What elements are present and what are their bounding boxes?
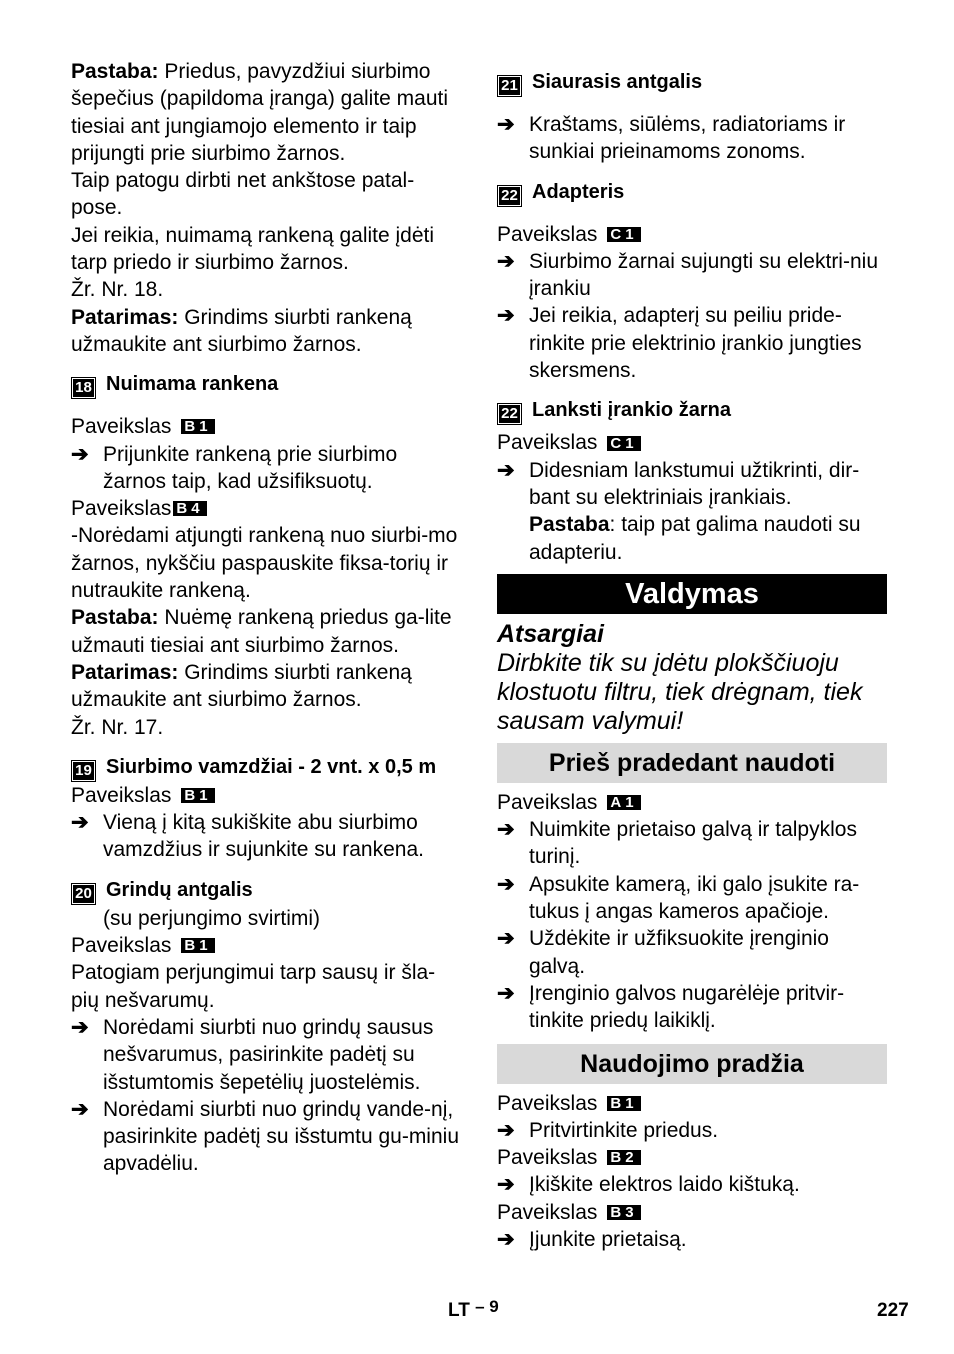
figure-badge: B1 bbox=[607, 1096, 640, 1111]
intro-ref: Žr. Nr. 18. bbox=[71, 278, 164, 302]
figure-reference: Paveikslas B2 bbox=[497, 1144, 887, 1171]
figure-badge: B1 bbox=[181, 788, 214, 803]
note-text: Pastaba: taip pat galima naudoti su adapteriu. bbox=[529, 513, 861, 564]
figure-badge: C1 bbox=[607, 436, 640, 451]
section-number-badge: 22 bbox=[497, 185, 522, 207]
figure-reference: Paveikslas B3 bbox=[497, 1199, 887, 1226]
section-title: Lanksti įrankio žarna bbox=[532, 399, 731, 422]
section-21-heading bbox=[497, 69, 887, 97]
instruction-step: ➔ Įkiškite elektros laido kištuką. bbox=[497, 1171, 887, 1198]
caution-block bbox=[497, 620, 887, 736]
figure-reference: Paveikslas B1 bbox=[71, 413, 459, 440]
figure-badge: B2 bbox=[607, 1150, 640, 1165]
instruction-step: ➔ Įjunkite prietaisą. bbox=[497, 1226, 887, 1253]
figure-reference: Paveikslas B4 bbox=[71, 495, 459, 522]
section-22-heading bbox=[497, 179, 887, 207]
instruction-step: ➔ Įrenginio galvos nugarėlėje pritvir-tinkite priedų laikiklį. bbox=[497, 980, 887, 1035]
section-title: Siurbimo vamzdžiai - 2 vnt. x 0,5 m bbox=[106, 755, 437, 778]
instruction-step: ➔ Prijunkite rankeną prie siurbimo žarnos taip, kad užsifiksuotų. bbox=[71, 441, 459, 496]
arrow-icon: ➔ bbox=[497, 1228, 515, 1252]
cross-reference: Žr. Nr. 17. bbox=[71, 715, 164, 739]
figure-badge: C1 bbox=[607, 227, 640, 242]
figure-badge: A1 bbox=[607, 795, 640, 810]
arrow-icon: ➔ bbox=[497, 927, 515, 951]
arrow-icon: ➔ bbox=[497, 304, 515, 328]
instruction-step: ➔ Siurbimo žarnai sujungti su elektri-niu įrankiu bbox=[497, 248, 887, 303]
arrow-icon: ➔ bbox=[497, 981, 515, 1005]
arrow-icon: ➔ bbox=[71, 1015, 89, 1039]
instruction-step: ➔ Didesniam lankstumui užtikrinti, dir-bant su elektriniais įrankiais. bbox=[497, 457, 887, 512]
intro-text: Jei reikia, nuimamą rankeną galite įdėti tarp priedo ir siurbimo žarnos. bbox=[71, 223, 435, 275]
intro-note: Pastaba: Priedus, pavyzdžiui siurbimo šepečius (papildoma įranga) galite mauti tiesiai ant jungiamojo elemento ir taip prijungti prie siurbimo žarnos. bbox=[71, 60, 449, 165]
subchapter-heading: Naudojimo pradžia bbox=[497, 1044, 887, 1084]
caution-text: Dirbkite tik su įdėtu plokščiuoju klostuotu filtru, tiek drėgnam, tiek sausam valymui! bbox=[497, 648, 863, 735]
section-subtitle: (su perjungimo svirtimi) bbox=[103, 906, 321, 930]
intro-text: Taip patogu dirbti net ankštose patal-pose. bbox=[71, 169, 415, 220]
figure-reference: Paveikslas B1 bbox=[71, 782, 459, 809]
arrow-icon: ➔ bbox=[497, 1118, 515, 1142]
note-text: Pastaba: Nuėmę rankeną priedus ga-lite užmauti tiesiai ant siurbimo žarnos. bbox=[71, 606, 452, 657]
instruction-step: ➔ Uždėkite ir užfiksuokite įrenginio galvą. bbox=[497, 925, 887, 980]
figure-reference: Paveikslas C1 bbox=[497, 221, 887, 248]
tip-text: Patarimas: Grindims siurbti rankeną užmaukite ant siurbimo žarnos. bbox=[71, 660, 412, 712]
right-column bbox=[497, 58, 887, 1253]
arrow-icon: ➔ bbox=[71, 1097, 89, 1121]
intro-tip: Patarimas: Grindims siurbti rankeną užmaukite ant siurbimo žarnos. bbox=[71, 305, 412, 356]
section-number-badge: 18 bbox=[71, 377, 96, 399]
section-number-badge: 19 bbox=[71, 760, 96, 782]
footer-language: LT – 9 bbox=[448, 1297, 499, 1321]
section-19-heading bbox=[71, 754, 459, 782]
arrow-icon: ➔ bbox=[71, 442, 89, 466]
footer-page-number: 227 bbox=[877, 1300, 909, 1321]
instruction-step: ➔ Norėdami siurbti nuo grindų vande-nį, pasirinkite padėtį su išstumtu gu-miniu apvadėliu. bbox=[71, 1096, 459, 1178]
figure-badge: B1 bbox=[181, 938, 214, 953]
arrow-icon: ➔ bbox=[497, 872, 515, 896]
body-text: Patogiam perjungimui tarp sausų ir šla-pių nešvarumų. bbox=[71, 961, 436, 1012]
arrow-icon: ➔ bbox=[497, 249, 515, 273]
figure-badge: B3 bbox=[607, 1205, 640, 1220]
figure-reference: Paveikslas C1 bbox=[497, 429, 887, 456]
left-column bbox=[71, 58, 459, 1178]
section-number-badge: 22 bbox=[497, 403, 522, 425]
section-title: Adapteris bbox=[532, 180, 625, 203]
section-title: Siaurasis antgalis bbox=[532, 71, 703, 93]
arrow-icon: ➔ bbox=[497, 818, 515, 842]
body-text: -Norėdami atjungti rankeną nuo siurbi-mo žarnos, nykščiu paspauskite fiksa-torių ir nutraukite rankeną. bbox=[71, 524, 458, 603]
figure-reference: Paveikslas B1 bbox=[497, 1090, 887, 1117]
arrow-icon: ➔ bbox=[497, 458, 515, 482]
arrow-icon: ➔ bbox=[497, 113, 515, 136]
figure-badge: B1 bbox=[181, 419, 214, 434]
arrow-icon: ➔ bbox=[71, 811, 89, 835]
instruction-step: ➔ Jei reikia, adapterį su peiliu pride-rinkite prie elektrinio įrankio jungties skersmens. bbox=[497, 302, 887, 384]
figure-reference: Paveikslas B1 bbox=[71, 932, 459, 959]
instruction-step: ➔ Pritvirtinkite priedus. bbox=[497, 1117, 887, 1144]
section-18-heading bbox=[71, 371, 459, 399]
footer-local-page: – 9 bbox=[475, 1297, 499, 1316]
figure-reference: Paveikslas A1 bbox=[497, 789, 887, 816]
section-22-heading bbox=[497, 397, 887, 425]
section-title: Nuimama rankena bbox=[106, 373, 279, 396]
section-number-badge: 20 bbox=[71, 883, 96, 905]
instruction-step: ➔ Kraštams, siūlėms, radiatoriams ir sunkiai prieinamoms zonoms. bbox=[497, 111, 887, 166]
instruction-step: ➔ Vieną į kitą sukiškite abu siurbimo vamzdžius ir sujunkite su rankena. bbox=[71, 809, 459, 864]
section-20-heading bbox=[71, 877, 459, 905]
figure-badge: B4 bbox=[173, 501, 206, 516]
subchapter-heading: Prieš pradedant naudoti bbox=[497, 743, 887, 783]
section-number-badge: 21 bbox=[497, 75, 522, 97]
instruction-step: ➔ Norėdami siurbti nuo grindų sausus nešvarumus, pasirinkite padėtį su išstumtomis šepetėlių juostelėmis. bbox=[71, 1014, 459, 1096]
chapter-heading: Valdymas bbox=[497, 574, 887, 614]
arrow-icon: ➔ bbox=[497, 1173, 515, 1197]
instruction-step: ➔ Apsukite kamerą, iki galo įsukite ra-tukus į angas kameros apačioje. bbox=[497, 871, 887, 926]
instruction-step: ➔ Nuimkite prietaiso galvą ir talpyklos turinį. bbox=[497, 816, 887, 871]
section-title: Grindų antgalis bbox=[106, 878, 253, 901]
caution-title: Atsargiai bbox=[497, 619, 604, 648]
